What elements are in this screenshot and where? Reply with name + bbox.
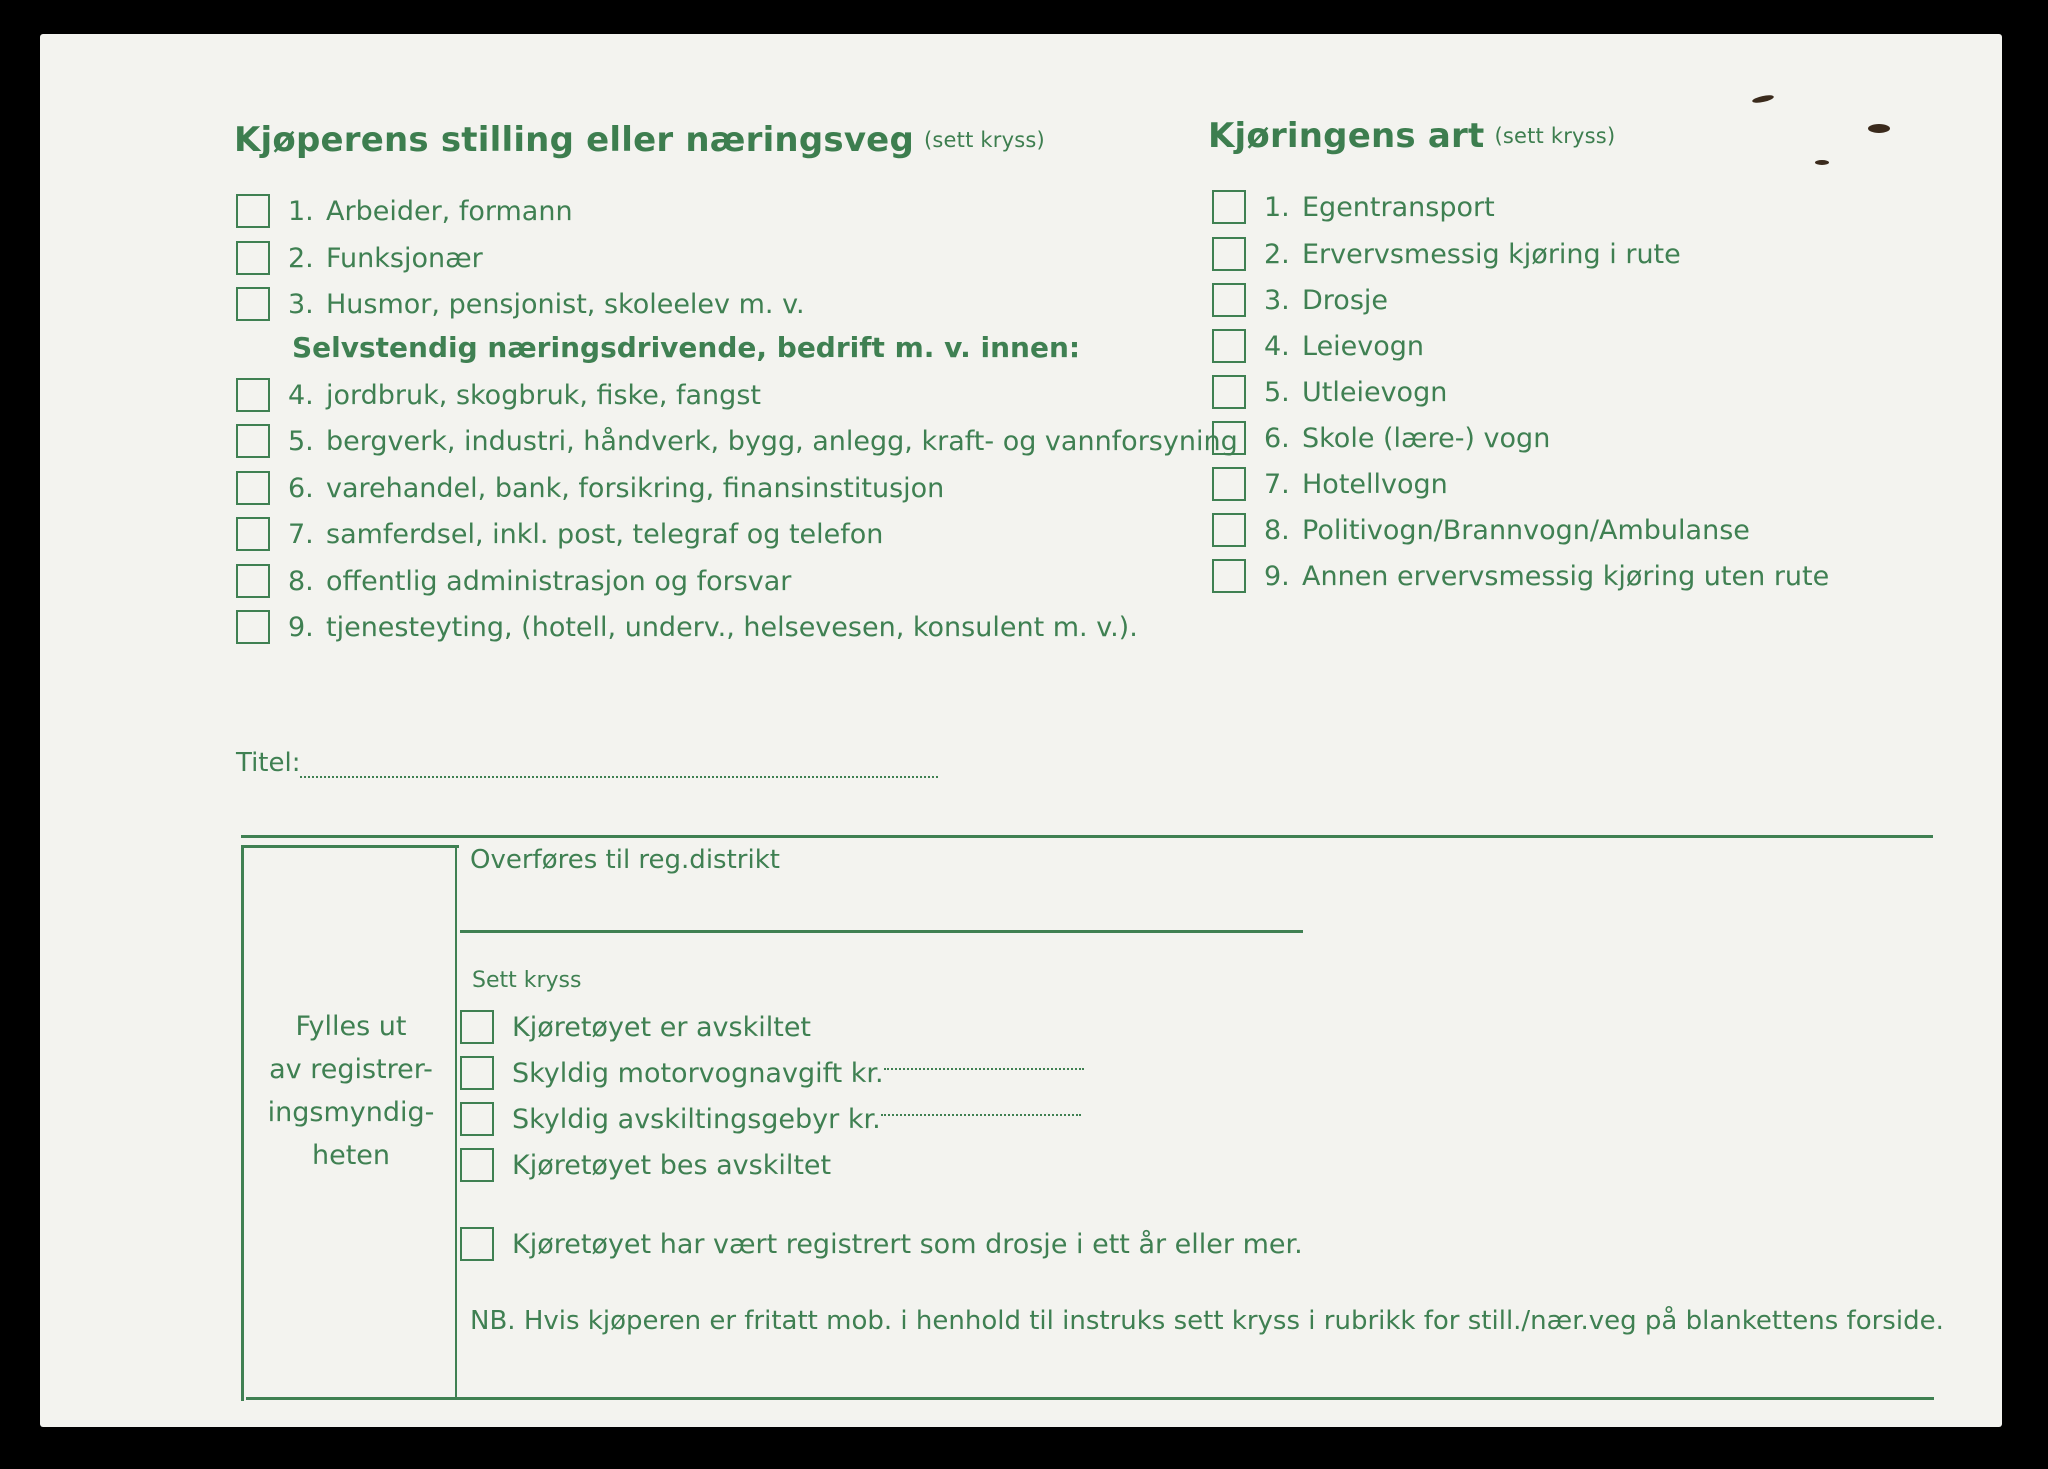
ink-stain: [1868, 124, 1890, 133]
registry-side-line: heten: [311, 1140, 391, 1171]
occupation-item-5[interactable]: [236, 421, 1238, 461]
registry-checkbox[interactable]: [460, 1056, 494, 1090]
occupation-number: 4.: [288, 379, 314, 411]
occupation-label: Funksjonær: [326, 242, 483, 274]
driving-label: Egentransport: [1302, 191, 1495, 223]
occupation-checkbox[interactable]: [236, 241, 270, 275]
occupation-checkbox[interactable]: [236, 610, 270, 644]
driving-item-5[interactable]: [1212, 372, 1447, 412]
driving-label: Drosje: [1302, 284, 1388, 316]
title-field[interactable]: [236, 748, 938, 778]
driving-checkbox[interactable]: [1212, 190, 1246, 224]
driving-item-4[interactable]: [1212, 326, 1424, 366]
driving-label: Annen ervervsmessig kjøring uten rute: [1302, 560, 1830, 592]
driving-label: Ervervsmessig kjøring i rute: [1302, 238, 1681, 270]
driving-type-heading-text: Kjøringens art: [1208, 116, 1485, 156]
occupation-number: 5.: [288, 425, 314, 457]
driving-item-3[interactable]: [1212, 280, 1388, 320]
occupation-label: bergverk, industri, håndverk, bygg, anlegg, kraft- og vannforsyning: [326, 425, 1238, 457]
registry-side-label: [246, 1005, 456, 1177]
registry-checkbox[interactable]: [460, 1010, 494, 1044]
driving-checkbox[interactable]: [1212, 375, 1246, 409]
registry-check-4[interactable]: [460, 1145, 831, 1185]
occupation-label: samferdsel, inkl. post, telegraf og telefon: [326, 518, 884, 550]
occupation-item-9[interactable]: [236, 607, 1138, 647]
occupation-checkbox[interactable]: [236, 378, 270, 412]
occupation-item-6[interactable]: [236, 468, 944, 508]
title-label: Titel:: [236, 748, 301, 778]
occupation-label: offentlig administrasjon og forsvar: [326, 565, 792, 597]
driving-item-9[interactable]: [1212, 556, 1829, 596]
occupation-checkbox[interactable]: [236, 564, 270, 598]
occupation-label: Husmor, pensjonist, skoleelev m. v.: [326, 288, 805, 320]
occupation-item-4[interactable]: [236, 375, 761, 415]
driving-label: Leievogn: [1302, 330, 1425, 362]
driving-number: 8.: [1264, 514, 1290, 546]
occupation-number: 9.: [288, 611, 314, 643]
driving-checkbox[interactable]: [1212, 237, 1246, 271]
occupation-number: 3.: [288, 288, 314, 320]
transfer-input-line[interactable]: [460, 930, 1303, 933]
occupation-number: 6.: [288, 472, 314, 504]
occupation-number: 2.: [288, 242, 314, 274]
driving-number: 6.: [1264, 422, 1290, 454]
occupation-label: jordbruk, skogbruk, fiske, fangst: [326, 379, 761, 411]
occupation-checkbox[interactable]: [236, 517, 270, 551]
registry-side-line: av registrer-: [269, 1054, 433, 1085]
driving-label: Utleievogn: [1302, 376, 1448, 408]
registry-side-line: Fylles ut: [295, 1011, 407, 1042]
driving-number: 9.: [1264, 560, 1290, 592]
self-employed-subheading: Selvstendig næringsdrivende, bedrift m. v. innen:: [292, 331, 1081, 364]
driving-checkbox[interactable]: [1212, 559, 1246, 593]
occupation-item-3[interactable]: [236, 284, 805, 324]
driving-item-1[interactable]: [1212, 187, 1495, 227]
occupation-checkbox[interactable]: [236, 194, 270, 228]
taxi-check-label: Kjøretøyet har vært registrert som drosje i ett år eller mer.: [512, 1228, 1303, 1260]
occupation-label: varehandel, bank, forsikring, finansinstitusjon: [326, 472, 945, 504]
occupation-item-1[interactable]: [236, 191, 573, 231]
ink-stain: [1815, 160, 1829, 165]
driving-type-heading-note: (sett kryss): [1494, 124, 1616, 148]
registry-checkbox[interactable]: [460, 1102, 494, 1136]
registry-check-label: Skyldig motorvognavgift kr.: [512, 1057, 884, 1089]
occupation-label: tjenesteyting, (hotell, underv., helsevesen, konsulent m. v.).: [326, 611, 1138, 643]
registry-frame-top: [241, 835, 1933, 838]
occupation-checkbox[interactable]: [236, 424, 270, 458]
occupation-number: 7.: [288, 518, 314, 550]
driving-checkbox[interactable]: [1212, 467, 1246, 501]
driving-item-6[interactable]: [1212, 418, 1550, 458]
nb-note: NB. Hvis kjøperen er fritatt mob. i henhold til instruks sett kryss i rubrikk for still./nær.veg på blankettens forside.: [470, 1306, 1944, 1336]
driving-type-heading: [1208, 116, 1615, 156]
driving-checkbox[interactable]: [1212, 513, 1246, 547]
buyer-occupation-heading-text: Kjøperens stilling eller næringsveg: [234, 120, 914, 160]
driving-number: 4.: [1264, 330, 1290, 362]
taxi-checkbox[interactable]: [460, 1227, 494, 1261]
occupation-label: Arbeider, formann: [326, 195, 573, 227]
registry-check-2[interactable]: [460, 1053, 1084, 1093]
transfer-label: Overføres til reg.distrikt: [470, 845, 780, 875]
sett-kryss-label: Sett kryss: [472, 968, 582, 993]
driving-number: 2.: [1264, 238, 1290, 270]
occupation-checkbox[interactable]: [236, 287, 270, 321]
buyer-occupation-heading: [234, 120, 1045, 160]
taxi-check[interactable]: [460, 1224, 1303, 1264]
registry-check-label: Kjøretøyet er avskiltet: [512, 1011, 812, 1043]
registry-frame-cap: [241, 845, 459, 848]
driving-label: Politivogn/Brannvogn/Ambulanse: [1302, 514, 1750, 546]
occupation-number: 8.: [288, 565, 314, 597]
registry-checkbox[interactable]: [460, 1148, 494, 1182]
occupation-item-2[interactable]: [236, 238, 483, 278]
registry-side-line: ingsmyndig-: [267, 1097, 435, 1128]
occupation-item-7[interactable]: [236, 514, 883, 554]
driving-number: 5.: [1264, 376, 1290, 408]
driving-item-8[interactable]: [1212, 510, 1750, 550]
registry-check-3[interactable]: [460, 1099, 1081, 1139]
driving-number: 7.: [1264, 468, 1290, 500]
registry-check-label: Skyldig avskiltingsgebyr kr.: [512, 1103, 881, 1135]
driving-checkbox[interactable]: [1212, 283, 1246, 317]
amount-dotted-line[interactable]: [884, 1068, 1084, 1070]
occupation-item-8[interactable]: [236, 561, 791, 601]
registry-frame-bottom: [246, 1397, 1934, 1400]
driving-item-2[interactable]: [1212, 234, 1681, 274]
driving-number: 1.: [1264, 191, 1290, 223]
driving-item-7[interactable]: [1212, 464, 1448, 504]
driving-checkbox[interactable]: [1212, 421, 1246, 455]
driving-label: Hotellvogn: [1302, 468, 1448, 500]
buyer-occupation-heading-note: (sett kryss): [923, 128, 1045, 152]
driving-label: Skole (lære-) vogn: [1302, 422, 1551, 454]
title-dotted-line[interactable]: [300, 776, 938, 778]
registry-frame-left: [241, 845, 244, 1401]
occupation-number: 1.: [288, 195, 314, 227]
registry-check-label: Kjøretøyet bes avskiltet: [512, 1149, 832, 1181]
driving-checkbox[interactable]: [1212, 329, 1246, 363]
registry-check-1[interactable]: [460, 1007, 811, 1047]
occupation-checkbox[interactable]: [236, 471, 270, 505]
fee-dotted-line[interactable]: [881, 1114, 1081, 1116]
driving-number: 3.: [1264, 284, 1290, 316]
